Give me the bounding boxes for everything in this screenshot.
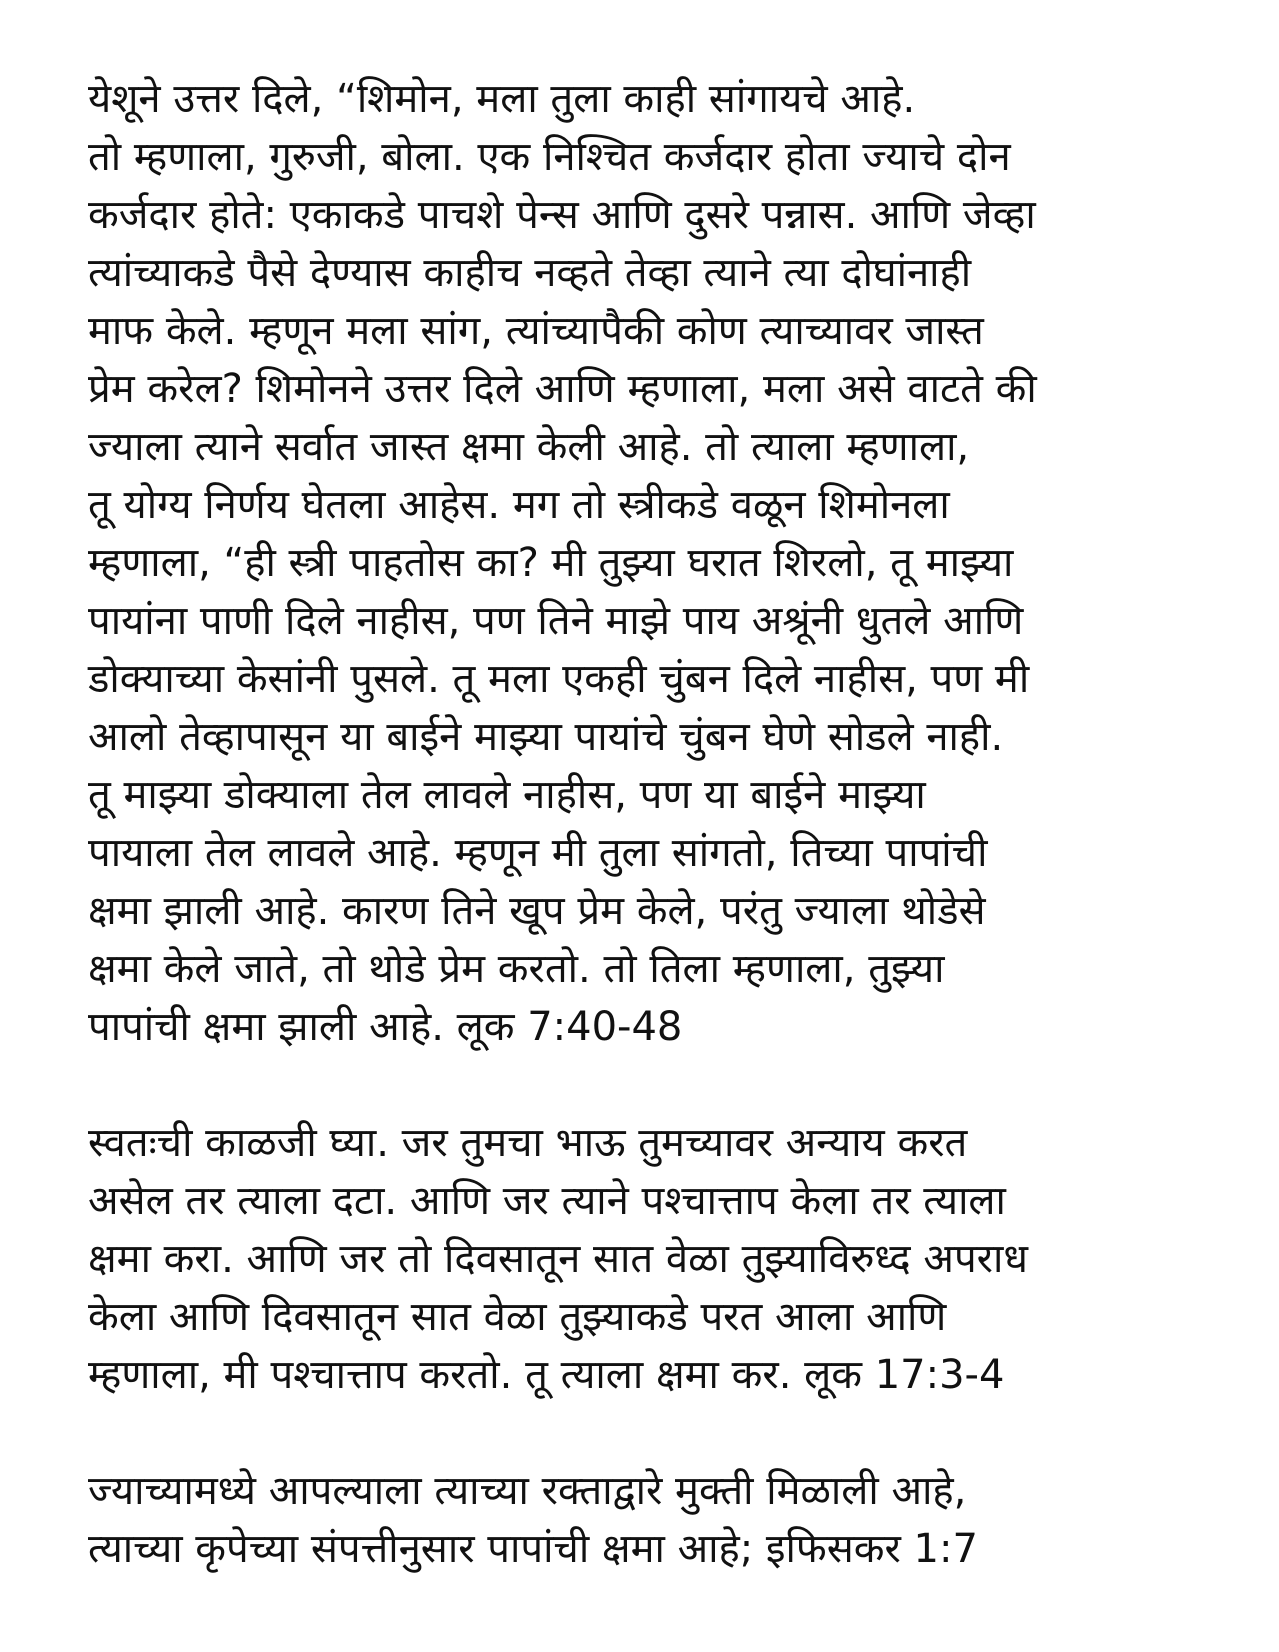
text-line: आलो तेव्हापासून या बाईने माझ्या पायांचे चुंबन घेणे सोडले नाही. [88, 714, 1004, 760]
text-line: तू योग्य निर्णय घेतला आहेस. मग तो स्त्रीकडे वळून शिमोनला [88, 482, 950, 528]
paragraph-ephesians-1 [88, 1462, 1238, 1578]
text-line: पायाला तेल लावले आहे. म्हणून मी तुला सांगतो, तिच्या पापांची [88, 830, 988, 876]
text-line: क्षमा करा. आणि जर तो दिवसातून सात वेळा तुझ्याविरुध्द अपराध [88, 1236, 1028, 1282]
document-body [88, 70, 1238, 1578]
text-line: क्षमा झाली आहे. कारण तिने खूप प्रेम केले, परंतु ज्याला थोडेसे [88, 888, 986, 934]
text-line: त्यांच्याकडे पैसे देण्यास काहीच नव्हते तेव्हा त्याने त्या दोघांनाही [88, 250, 972, 296]
paragraph-luke-7 [88, 70, 1238, 1056]
text-line: माफ केले. म्हणून मला सांग, त्यांच्यापैकी कोण त्याच्यावर जास्त [88, 308, 984, 354]
text-line: येशूने उत्तर दिले, “शिमोन, मला तुला काही सांगायचे आहे. [88, 76, 916, 122]
text-line: प्रेम करेल? शिमोनने उत्तर दिले आणि म्हणाला, मला असे वाटते की [88, 366, 1037, 412]
text-line: तू माझ्या डोक्याला तेल लावले नाहीस, पण या बाईने माझ्या [88, 772, 926, 818]
text-line: पापांची क्षमा झाली आहे. लूक 7:40-48 [88, 1004, 683, 1050]
text-line: पायांना पाणी दिले नाहीस, पण तिने माझे पाय अश्रूंनी धुतले आणि [88, 598, 1024, 644]
paragraph-luke-17 [88, 1114, 1238, 1404]
text-line: ज्याच्यामध्ये आपल्याला त्याच्या रक्ताद्वारे मुक्ती मिळाली आहे, [88, 1468, 967, 1514]
text-line: डोक्याच्या केसांनी पुसले. तू मला एकही चुंबन दिले नाहीस, पण मी [88, 656, 1030, 702]
text-line: केला आणि दिवसातून सात वेळा तुझ्याकडे परत आला आणि [88, 1294, 947, 1340]
text-line: क्षमा केले जाते, तो थोडे प्रेम करतो. तो तिला म्हणाला, तुझ्या [88, 946, 945, 992]
text-line: म्हणाला, मी पश्चात्ताप करतो. तू त्याला क्षमा कर. लूक 17:3-4 [88, 1352, 1005, 1398]
text-line: कर्जदार होते: एकाकडे पाचशे पेन्स आणि दुसरे पन्नास. आणि जेव्हा [88, 192, 1036, 238]
text-line: म्हणाला, “ही स्त्री पाहतोस का? मी तुझ्या घरात शिरलो, तू माझ्या [88, 540, 1014, 586]
text-line: तो म्हणाला, गुरुजी, बोला. एक निश्चित कर्जदार होता ज्याचे दोन [88, 134, 1011, 180]
text-line: ज्याला त्याने सर्वात जास्त क्षमा केली आहे. तो त्याला म्हणाला, [88, 424, 970, 470]
text-line: स्वतःची काळजी घ्या. जर तुमचा भाऊ तुमच्यावर अन्याय करत [88, 1120, 968, 1166]
text-line: त्याच्या कृपेच्या संपत्तीनुसार पापांची क्षमा आहे; इफिसकर 1:7 [88, 1526, 978, 1572]
text-line: असेल तर त्याला दटा. आणि जर त्याने पश्चात्ताप केला तर त्याला [88, 1178, 1006, 1224]
